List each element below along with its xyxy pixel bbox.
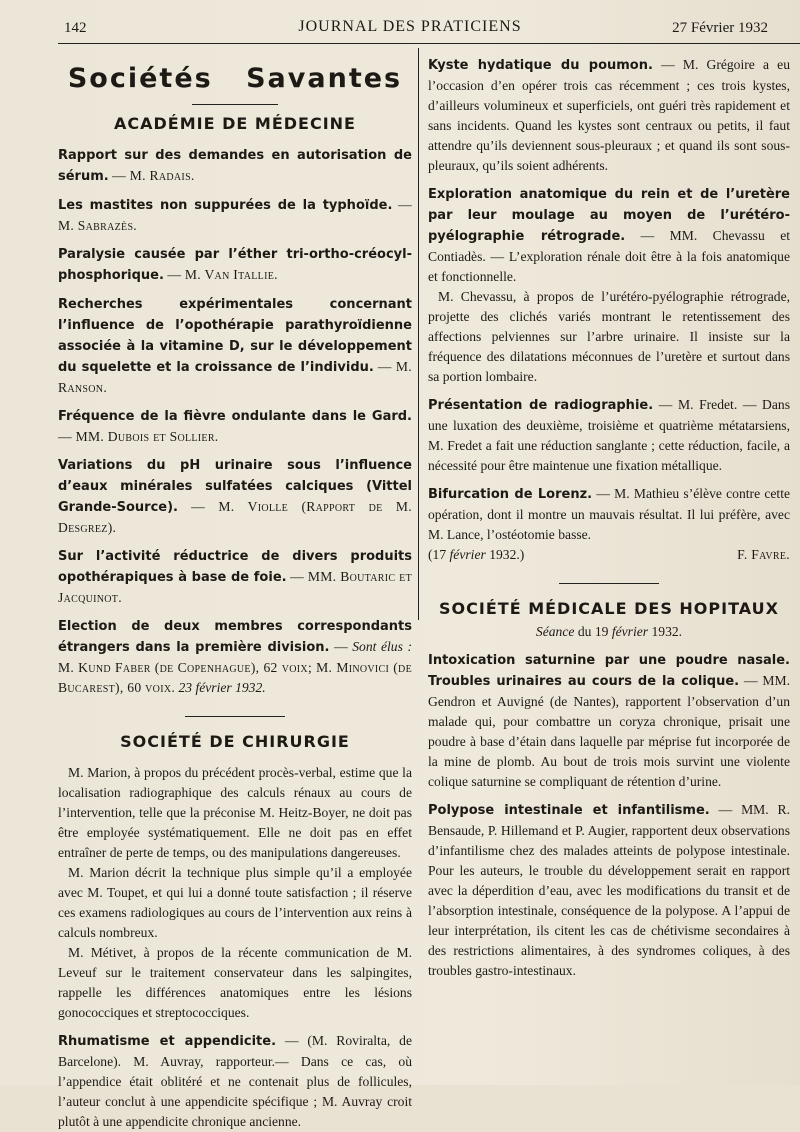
date-year: 1932.): [489, 547, 525, 562]
session-label: Séance: [535, 624, 575, 639]
date-part: (17: [428, 547, 447, 562]
article-text: — M. Grégoire a eu l’occasion d’en opérer trois cas récemment ; ces trois kystes, d’ailleurs volumineux et superficiels, ont guéri très rapidement et sans incidents. Quand les kystes sont centraux ou petits, il faut attendre qu’ils deviennent sous-pleuraux ; et quand ils sont sous-pleuraux, qu’ils soient adhérents.: [428, 57, 791, 173]
column-divider: [418, 48, 419, 620]
signature-line: [428, 545, 790, 565]
article-title: Exploration anatomique du rein et de l’uretère par leur moulage au moyen de l’urétéro-pyélographie rétrograde.: [428, 187, 790, 244]
article-author: — M. Sabrazès.: [58, 197, 412, 233]
article-entry: [428, 484, 790, 545]
article-entry: [58, 1031, 412, 1132]
article-entry: [58, 244, 412, 286]
session-month: février: [611, 624, 649, 639]
section-heading: Sociétés Savantes: [67, 63, 403, 94]
session-date: 23 février 1932.: [178, 680, 266, 695]
article-text: — MM. Gendron et Auvigné (de Nantes), rapportent l’observation d’un malade qui, pour combattre un coryza chronique, prisait une poudre à base d’étain dans laquelle par méprise fut incorporée de la mine de plomb. Au bout de trois mois survint une violente colique saturnine se compliquant de rétention d’urine.: [428, 673, 790, 789]
article-title: Kyste hydatique du poumon.: [428, 58, 653, 73]
section-separator: [559, 583, 659, 584]
article-entry: [428, 800, 790, 981]
article-title: Sur l’activité réductrice de divers produits opothérapiques à base de foie.: [58, 549, 412, 585]
article-entry: [58, 145, 412, 187]
article-entry: [58, 406, 412, 447]
article-text: — M. Fredet. — Dans une luxation des deuxième, troisième et quatrième métatarsiens, M. Fredet a fait une réduction sanglante ; cette réduction, facile, a nécessité pour être maintenue une fixation métallique.: [428, 397, 790, 473]
article-author: — MM. Boutaric et Jacquinot.: [58, 569, 412, 605]
article-author: M. Kund Faber (de Copenhague), 62 voix; M. Minovici (de Bucarest), 60 voix.: [58, 660, 412, 695]
academie-heading: ACADÉMIE DE MÉDECINE: [114, 114, 356, 133]
article-title: Fréquence de la fièvre ondulante dans le Gard.: [58, 409, 412, 424]
article-title: Bifurcation de Lorenz.: [428, 487, 593, 502]
article-entry: [428, 395, 790, 476]
article-entry: [428, 55, 790, 176]
hopitaux-heading: SOCIÉTÉ MÉDICALE DES HOPITAUX: [439, 599, 779, 618]
report-date: [428, 545, 524, 565]
article-author: — MM. Dubois et Sollier.: [58, 429, 219, 444]
session-day: du 19: [577, 624, 609, 639]
article-title: Rapport sur des demandes en autorisation de sérum.: [58, 148, 412, 184]
signature: F. Favre.: [737, 547, 790, 562]
article-entry: [58, 195, 412, 236]
article-author: — M. Ranson.: [58, 359, 413, 395]
session-year: 1932.: [651, 624, 683, 639]
session-line: [428, 622, 790, 642]
page-number: 142: [64, 20, 87, 36]
article-entry: [58, 455, 412, 538]
article-author: — M. Violle (Rapport de M. Desgrez).: [58, 499, 412, 535]
article-entry: [58, 294, 412, 398]
dash: —: [334, 639, 348, 654]
article-title: Intoxication saturnine par une poudre nasale. Troubles urinaires au cours de la colique.: [428, 653, 790, 689]
article-title: Polypose intestinale et infantilisme.: [428, 803, 710, 818]
section-separator: [185, 716, 285, 717]
page-header: [0, 18, 800, 40]
right-column: [428, 55, 790, 981]
article-author: — M. Radais.: [112, 168, 195, 183]
article-title: Paralysie causée par l’éther tri-ortho-créocyl-phosphorique.: [58, 247, 412, 283]
paragraph: M. Métivet, à propos de la récente communication de M. Leveuf sur le traitement conservateur dans les salpingites, rappelle les différences anatomiques entre les lésions gonococciques et streptococciques.: [58, 945, 412, 1020]
article-title: Variations du pH urinaire sous l’influence d’eaux minérales sulfatées calciques (Vittel Grande-Source).: [58, 458, 412, 515]
article-entry: [428, 184, 790, 287]
title-rule: [192, 104, 278, 105]
date-month: février: [449, 547, 486, 562]
journal-title: JOURNAL DES PRATICIENS: [298, 18, 522, 35]
article-title: Présentation de radiographie.: [428, 398, 654, 413]
article-entry: [428, 650, 790, 792]
article-entry: [58, 546, 412, 608]
article-title: Rhumatisme et appendicite.: [58, 1034, 277, 1049]
header-rule: [58, 43, 800, 44]
chirurgie-heading: SOCIÉTÉ DE CHIRURGIE: [120, 732, 350, 751]
article-text: — (M. Roviralta, de Barcelone). M. Auvray, rapporteur.— Dans ce cas, où l’appendice était oblitéré et ne contenait plus de follicules, l’auteur conclut à une appendicite spécifique ; M. Auvray croit plutôt à une appendicite chronique ancienne.: [58, 1033, 412, 1129]
article-text: — M. Mathieu s’élève contre cette opération, dont il montre un mauvais résultat. Il lui préfère, avec M. Lance, l’ostéotomie basse.: [428, 486, 791, 542]
paragraph: M. Marion, à propos du précédent procès-verbal, estime que la localisation radiographique des calculs rénaux au cours de l’intervention, telle que la préconise M. Heitz-Boyer, ne doit pas être employée systématiquement. Elle ne doit pas en effet entraîner de perte de temps, ou des manipulations dangereuses.: [58, 765, 412, 860]
article-text: — MM. R. Bensaude, P. Hillemand et P. Augier, rapportent deux observations d’infantilisme chez des malades atteints de polypose intestinale. Pour les auteurs, le trouble du développement serait en rapport avec la déperdition d’eau, avec les modifications du transit et de l’absorption intestinale, conséquence de la polypose. A l’appui de leur interprétation, ils citent les cas de chétivisme secondaires à des restrictions alimentaires, à des syndromes coliques, à des troubles gastro-intestinaux.: [428, 802, 790, 978]
article-title: Les mastites non suppurées de la typhoïde.: [58, 198, 393, 213]
article-text: — MM. Chevassu et Contiadès. — L’exploration rénale doit être à la fois anatomique et fonctionnelle.: [428, 228, 791, 284]
paragraph: M. Chevassu, à propos de l’urétéro-pyélographie rétrograde, projette des clichés variés montrant le retentissement des affections pelviennes sur l’arbre urinaire. Il insiste sur la fréquence des dilatations méconnues de l’uretère et surtout dans sa portion lombaire.: [428, 289, 790, 384]
left-column: [58, 55, 412, 1132]
elected-label: Sont élus :: [352, 639, 413, 654]
issue-date: 27 Février 1932: [672, 20, 768, 36]
article-title: Recherches expérimentales concernant l’influence de l’opothérapie parathyroïdienne associée à la vitamine D, sur le développement du squelette et la croissance de l’individu.: [58, 297, 412, 375]
article-entry: [58, 616, 412, 698]
article-author: — M. Van Itallie.: [167, 267, 278, 282]
paragraph: M. Marion décrit la technique plus simple qu’il a employée avec M. Toupet, et qui lui a donné toute satisfaction ; il réserve ces examens radiologiques au cours de l’intervention aux reins à calculs nombreux.: [58, 865, 412, 940]
article-title: Election de deux membres correspondants étrangers dans la première division.: [58, 619, 412, 655]
